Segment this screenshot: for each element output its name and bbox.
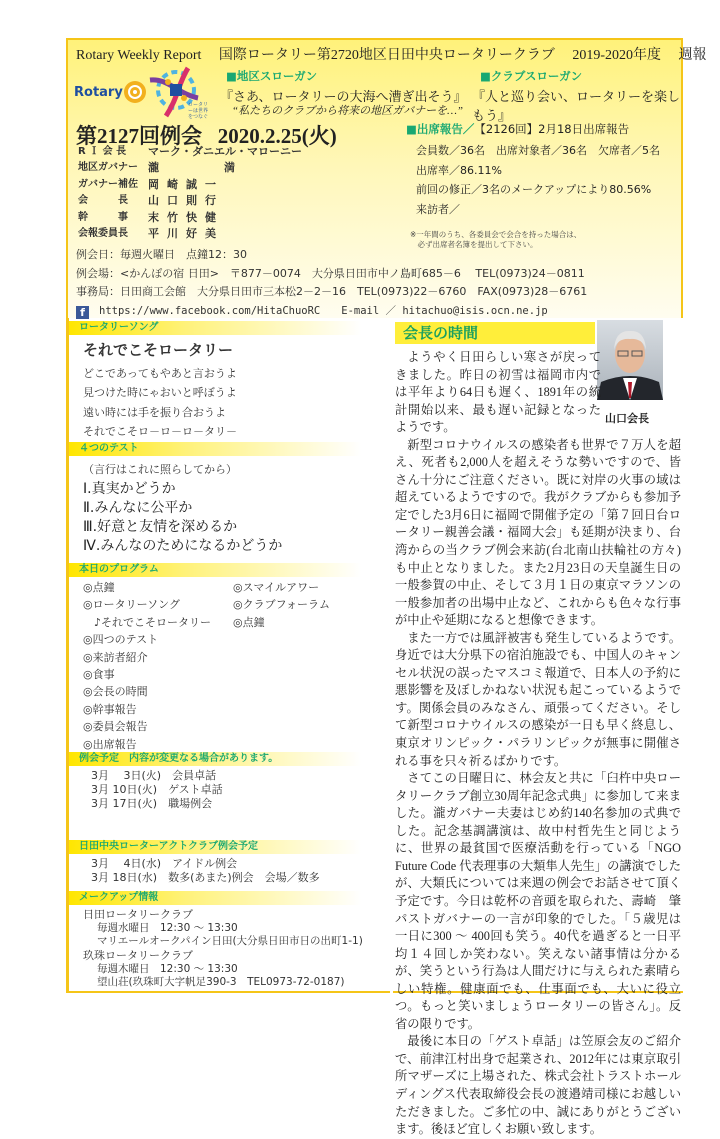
section-heading-rotaract: 日田中央ローターアクトクラブ例会予定 (69, 840, 361, 854)
officer-row (78, 193, 302, 209)
song-line: どこであってもやあと言おうよ (83, 366, 237, 380)
officer-row (78, 210, 302, 226)
officer-row (78, 160, 302, 176)
issue-number: 第2127回例会 (76, 124, 202, 148)
song-line: 見つけた時にゃおいと呼ぼうよ (83, 386, 237, 399)
makeup-time: 毎週水曜日 12:30 ～ 13:30 (97, 922, 238, 934)
paragraph: 新型コロナウイルスの感染者も世界で７万人を超え、死者も2,000人を超えそうな勢いですので、皆さん十分にご注意ください。既に対岸の火事の域は超えているようですので。我がクラブからも参加予定でした3月6日に福岡で開催予定の「第７回日台ロータリー親善会議・福岡大会」も延期が決まり、台湾からの当クラブ例会来訪(台北南山扶輪社の方々)も中止となりました。また2月23日の天皇誕生日の一般参賀の中止、そして３月１日の東京マラソンの一般参加者の出場中止など、これからも色々な行事が中止や延期になると想像できます。 (395, 437, 681, 628)
officer-role: 会 長 (78, 195, 128, 207)
club-slogan: 『人と巡り会い、ロータリーを楽しもう』 (472, 89, 681, 123)
officer-role: 会報委員長 (78, 228, 128, 240)
program-item: ◎幹事報告 (83, 702, 137, 716)
club-name: 国際ロータリー第2720地区日田中央ロータリークラブ (218, 48, 555, 63)
section-heading-makeup: メークアップ情報 (69, 891, 361, 905)
officer-row (78, 144, 302, 160)
program-item: ◎点鐘 (83, 581, 115, 594)
district-slogan-label: ■地区スローガン (226, 69, 318, 83)
meeting-schedule (83, 769, 223, 811)
schedule-item: 3月 17日(火) 職場例会 (91, 797, 213, 810)
program-item: ◎スマイルアワー (233, 581, 320, 594)
attendance-row: 出席率／86.11% (416, 163, 502, 177)
rotary-wordmark: Rotary (74, 84, 123, 100)
paragraph: ようやく日田らしい寒さが戻ってきました。昨日の初雪は福岡市内では平年より64日も遅く、1891年の統計開始以来、最も遅い記録となったようです。 (395, 350, 601, 435)
rotary-song (83, 341, 237, 442)
district-slogan: 『さあ、ロータリーの大海へ漕ぎ出そう』 (220, 89, 467, 104)
song-line: 遠い時には手を振り合おうよ (83, 405, 226, 419)
officer-name: 岡崎誠一 (148, 177, 224, 191)
meeting-date: 2020.2.25(火) (217, 124, 337, 148)
attendance-title: 【2126回】2月18日出席報告 (474, 122, 630, 136)
note-line: ※一年間のうち、各委員会で会合を持った場合は、 (410, 230, 582, 239)
club-slogan-label: ■クラブスローガン (480, 69, 583, 83)
schedule-item: 3月 4日(水) アイドル例会 (91, 857, 238, 870)
paragraph: さてこの日曜日に、林会友と共に「臼杵中央ロータリークラブ創立30周年記念式典」に参加して来ました。瀧ガバナー夫妻はじめ約140名参加の式典でした。記念基調講演は、故中村哲先生と同じように、世界の最貧国で医療活動を行っている「NGO Future Code 代表理事の大類隼人先生」の講演でしたが、大類氏については来週の例会でお話させて頂く予定です。今日は乾杯の音頭を取られた、壽崎 肇パストガバナーの一言が印象的でした。「５歳児は一日に300 ～ 400回も笑う。40代を過ぎると一日平均１４回しか笑わない。笑えない諸事情は分かるが、笑うという行為は人間だけに与えられた素晴らしい特権。健康面でも、仕事面でも、大いに役立つ。もっと笑いましょうロータリーの皆さん」。反省の限りです。 (395, 771, 681, 1031)
president-section-title: 会長の時間 (395, 322, 595, 344)
theme-logo-text: ロータリーは世界をつなぐ (188, 102, 209, 120)
meeting-venue: 例会場：<かんぽの宿 日田> 〒877－0074 大分県日田市中ノ島町685－6 TEL(0973)24－0811 (76, 266, 585, 280)
program-item: ◎四つのテスト (83, 633, 159, 647)
attendance-row: 前回の修正／3名のメークアップにより80.56% (416, 183, 652, 196)
attendance-report (406, 120, 660, 219)
officer-name: 瀧 満 (148, 161, 243, 175)
rotary-logo (74, 80, 147, 104)
attendance-row: 会員数／36名 出席対象者／36名 欠席者／5名 (416, 144, 660, 157)
makeup-place: 望山荘(玖珠町大字帆足390-3 TEL0973-72-0187) (97, 976, 345, 988)
president-message (395, 349, 681, 1139)
program-item: ◎点鐘 (233, 615, 265, 629)
officers-list (78, 144, 302, 242)
officer-role: 幹 事 (78, 211, 128, 223)
attendance-label: ■出席報告／ (406, 122, 475, 136)
schedule-item: 3月 18日(水) 数多(あまた)例会 会場／数多 (91, 871, 320, 884)
photo-caption: 山口会長 (605, 412, 649, 425)
officer-name: 末竹快健 (148, 210, 224, 224)
officer-role: ガバナー補佐 (78, 178, 138, 190)
program-item: ◎クラブフォーラム (233, 598, 330, 612)
officer-role: R Ｉ 会 長 (78, 146, 127, 157)
schedule-item: 3月 10日(火) ゲスト卓話 (91, 783, 223, 796)
club-info (76, 246, 587, 320)
rotaract-schedule (83, 857, 320, 885)
facebook-icon: f (76, 306, 89, 319)
newsletter-header (66, 38, 707, 319)
note-line: 必ず出席者名簿を提出して下さい。 (410, 240, 538, 249)
test-item: Ⅱ.みんなに公平か (83, 500, 193, 516)
section-heading-program: 本日のプログラム (69, 563, 361, 577)
meeting-day: 例会日：毎週火曜日 点鐘12：30 (76, 248, 247, 261)
makeup-club-name: 日田ロータリークラブ (83, 908, 193, 921)
attendance-row: 来訪者／ (416, 202, 460, 216)
section-heading-tests: ４つのテスト (69, 442, 361, 456)
test-item: Ⅳ.みんなのためになるかどうか (83, 538, 283, 554)
officer-name: 山口則行 (148, 194, 224, 208)
fiscal-year: 2019-2020年度 (572, 48, 662, 63)
program-list (83, 579, 383, 753)
test-item: Ⅲ.好意と友情を深めるか (83, 519, 238, 535)
paragraph: 最後に本日の「ゲスト卓話」は笠原会友のご紹介で、前津江村出身で起業され、2012年には東京取引所マザーズに上場された、株式会社トラストホールディングス代表取締役会長の渡邉靖司様にお越しいただきました。ご多忙の中、誠にありがとうございます。後ほど宜しくお願い致します。 (395, 1034, 681, 1137)
song-line: それでこそロ－ロ－ロ－タリ－ (83, 425, 237, 438)
section-heading-schedule: 例会予定 内容が変更なる場合があります。 (69, 752, 361, 766)
four-way-test (83, 460, 282, 556)
report-title: Rotary Weekly Report (76, 48, 202, 63)
program-item: ◎来訪者紹介 (83, 650, 148, 664)
tests-intro: （言行はこれに照らしてから） (83, 463, 237, 476)
test-item: Ⅰ.真実かどうか (83, 481, 176, 497)
masthead (76, 44, 720, 64)
officer-row (78, 226, 302, 242)
schedule-item: 3月 3日(火) 会員卓話 (91, 769, 217, 782)
facebook-link[interactable]: https://www.facebook.com/HitaChuoRC (99, 304, 321, 317)
song-title: それでこそロータリー (83, 341, 234, 359)
makeup-club-name: 玖珠ロータリークラブ (83, 949, 193, 962)
officer-name: 平川好美 (148, 227, 224, 241)
email-link[interactable]: E-mail ／ hitachuo@isis.ocn.ne.jp (341, 304, 548, 317)
officer-role: 地区ガバナー (78, 162, 138, 174)
president-column (393, 318, 683, 1137)
officer-name: マーク・ダニエル・マローニー (148, 145, 302, 158)
makeup-info (83, 908, 363, 989)
program-item: ◎出席報告 (83, 737, 137, 751)
program-item: ♪それでこそロータリー (83, 615, 212, 629)
program-item: ◎会長の時間 (83, 685, 148, 699)
program-item: ◎委員会報告 (83, 720, 148, 734)
program-item: ◎食事 (83, 668, 115, 682)
program-item: ◎ロータリーソング (83, 598, 180, 612)
left-column (66, 318, 390, 993)
makeup-time: 毎週木曜日 12:30 ～ 13:30 (97, 963, 238, 975)
rotary-wheel-icon (123, 80, 147, 104)
officer-row (78, 177, 302, 193)
makeup-place: マリエールオークパイン日田(大分県日田市日の出町1-1) (97, 935, 363, 947)
section-heading-song: ロータリーソング (69, 321, 361, 335)
district-slogan-sub: “私たちのクラブから将来の地区ガバナーを…” (232, 105, 464, 117)
paragraph: また一方では風評被害も発生しているようです。身近では大分県下の宿泊施設でも、中国人のキャンセル状況の誤ったマスコミ報道で、日本人の予約に悪影響を及ぼしかねない状況も起こっているようです。関係会員のみなさん、頑張ってください。そして新型コロナウイルスの感染が一日も早く終息し、東京オリンピック・パラリンピックが無事に開催される事を只々祈るばかりです。 (395, 630, 681, 768)
club-office: 事務局：日田商工会館 大分県日田市三本松2－2－16 TEL(0973)22－6760 FAX(0973)28－6761 (76, 285, 588, 298)
report-kind: 週報 (678, 48, 707, 63)
